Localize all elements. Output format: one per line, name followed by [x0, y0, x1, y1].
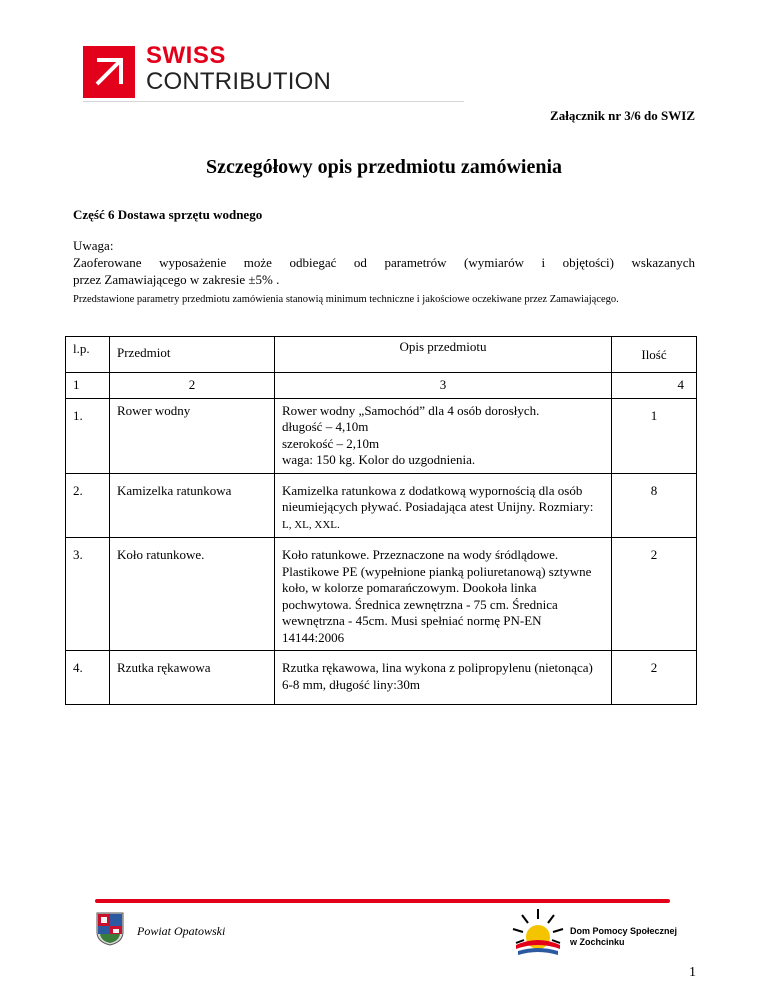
table-row: [66, 398, 697, 473]
row-lp: 4.: [66, 651, 110, 705]
annex-label: Załącznik nr 3/6 do SWIZ: [550, 108, 695, 123]
note-line-2: przez Zamawiającego w zakresie ±5% .: [73, 272, 280, 287]
row-lp: 1.: [66, 398, 110, 473]
note-label: Uwaga:: [73, 238, 114, 253]
logo-line-2: CONTRIBUTION: [146, 68, 332, 95]
note-line-1: Zaoferowane wyposażenie może odbiegać od parametrów (wymiarów i objętości) wskazanych: [73, 255, 695, 270]
header-item: Przedmiot: [110, 337, 275, 373]
row-qty: 2: [612, 538, 697, 651]
desc-line: szerokość – 2,10m: [282, 435, 380, 451]
row-desc: [275, 473, 612, 538]
col-number-3: 3: [275, 373, 612, 399]
note-small-text: Przedstawione parametry przedmiotu zamówienia stanowią minimum techniczne i jakościowe oczekiwane przez Zamawiającego.: [73, 294, 619, 305]
county-crest-icon: [96, 912, 124, 946]
row-desc: Koło ratunkowe. Przeznaczone na wody śródlądowe. Plastikowe PE (wypełnione pianką poliuretanową) sztywne koło, w kolorze pomarańczowym. Dookoła linka pochwytowa. Średnica zewnętrzna - 75 cm. Średnica wewnętrzna - 45cm. Musi spełniać normę PN-EN 14144:2006: [275, 538, 612, 651]
header-divider: [83, 101, 464, 102]
row-lp: 2.: [66, 473, 110, 538]
row-desc: Rzutka rękawowa, lina wykona z polipropylenu (nietonąca) 6-8 mm, długość liny:30m: [275, 651, 612, 705]
dps-line-2: w Zochcinku: [570, 937, 625, 947]
row-item: Rzutka rękawowa: [110, 651, 275, 705]
desc-text: Kamizelka ratunkowa z dodatkową wypornością dla osób nieumiejących pływać. Posiadająca atest Unijny. Rozmiary:: [282, 482, 594, 514]
dps-line-1: Dom Pomocy Społecznej: [570, 926, 678, 936]
row-desc: [275, 398, 612, 473]
table-row: [66, 473, 697, 538]
row-item: Rower wodny: [110, 398, 275, 473]
specification-table: [65, 336, 697, 705]
row-qty: 1: [612, 398, 697, 473]
header-desc: Opis przedmiotu: [275, 337, 612, 373]
desc-line: Rower wodny „Samochód” dla 4 osób dorosłych.: [282, 402, 540, 418]
desc-line: długość – 4,10m: [282, 419, 369, 434]
dps-sun-logo-icon: [510, 905, 566, 961]
header-lp: l.p.: [66, 337, 110, 373]
table-number-row: [66, 373, 697, 399]
row-item: Kamizelka ratunkowa: [110, 473, 275, 538]
part-heading: Część 6 Dostawa sprzętu wodnego: [73, 207, 263, 222]
document-title: Szczegółowy opis przedmiotu zamówienia: [205, 156, 563, 178]
logo-line-1: SWISS: [146, 42, 226, 69]
row-item: Koło ratunkowe.: [110, 538, 275, 651]
row-qty: 2: [612, 651, 697, 705]
col-number-4: 4: [612, 373, 697, 399]
row-qty: 8: [612, 473, 697, 538]
row-lp: 3.: [66, 538, 110, 651]
col-number-1: 1: [66, 373, 110, 399]
county-name: Powiat Opatowski: [137, 924, 226, 938]
note-block: [73, 237, 695, 288]
footer-divider: [95, 899, 670, 903]
header-qty: Ilość: [612, 337, 697, 373]
swiss-contribution-logo-mark: [83, 46, 135, 98]
logo-arrow-icon: [83, 46, 135, 98]
desc-sizes: L, XL, XXL.: [282, 518, 340, 531]
table-row: [66, 651, 697, 705]
swiss-contribution-logo-text: [146, 44, 331, 94]
col-number-2: 2: [110, 373, 275, 399]
desc-line: waga: 150 kg. Kolor do uzgodnienia.: [282, 452, 476, 467]
page-number: 1: [689, 965, 696, 980]
dps-name: [570, 926, 677, 948]
table-row: [66, 538, 697, 651]
table-header-row: [66, 337, 697, 373]
